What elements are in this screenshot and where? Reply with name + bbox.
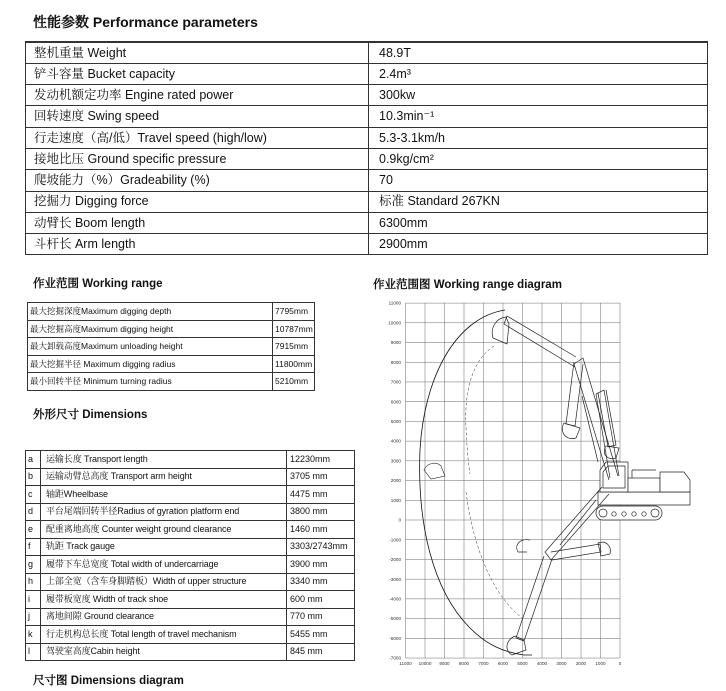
cab xyxy=(600,462,628,492)
y-tick-label: 1000 xyxy=(390,497,401,503)
upper-platform xyxy=(598,492,690,505)
y-tick-label: -3000 xyxy=(389,576,401,582)
x-tick-label: 5000 xyxy=(517,661,528,667)
track-roller xyxy=(642,512,646,516)
working-range-value: 7795mm xyxy=(273,303,315,321)
dimensions-title: 外形尺寸 Dimensions xyxy=(33,409,148,421)
performance-row xyxy=(26,106,708,127)
performance-row xyxy=(26,148,708,169)
dimension-row xyxy=(26,486,355,504)
dimension-key: b xyxy=(26,468,41,486)
parameter-label: 发动机额定功率 Engine rated power xyxy=(26,85,369,106)
working-range-label: 最大挖掘高度Maximum digging height xyxy=(28,320,273,338)
working-range-title: 作业范围 Working range xyxy=(33,278,163,290)
boom-cylinder xyxy=(582,396,598,462)
dimension-value: 600 mm xyxy=(287,591,355,609)
x-tick-label: 4000 xyxy=(536,661,548,667)
x-tick-label: 0 xyxy=(618,661,622,667)
boom-cylinder xyxy=(560,500,596,545)
bucket xyxy=(604,446,619,459)
dimension-row xyxy=(26,626,355,644)
parameter-value: 48.9T xyxy=(369,42,708,63)
y-tick-label: -4000 xyxy=(389,596,401,602)
dimension-row xyxy=(26,591,355,609)
y-tick-label: -5000 xyxy=(389,616,401,622)
working-range-label: 最大卸载高度Maximum unloading height xyxy=(28,338,273,356)
y-tick-label: 4000 xyxy=(390,438,401,444)
y-tick-label: 5000 xyxy=(390,419,401,424)
x-tick-label: 6000 xyxy=(497,661,509,667)
working-range-label: 最小回转半径 Minimum turning radius xyxy=(28,373,273,391)
parameter-value: 2.4m³ xyxy=(369,63,708,84)
dimension-key: k xyxy=(26,626,41,644)
x-axis-ticks xyxy=(399,661,621,666)
dimension-key: h xyxy=(26,573,41,591)
boom-arm-position-folded xyxy=(517,540,611,560)
y-tick-label: 3000 xyxy=(390,458,401,464)
performance-row xyxy=(26,85,708,106)
performance-row xyxy=(26,191,708,212)
dimension-label: 配重离地高度 Counter weight ground clearance xyxy=(41,521,287,539)
performance-table-body xyxy=(26,42,708,255)
working-range-value: 5210mm xyxy=(273,373,315,391)
dimension-key: i xyxy=(26,591,41,609)
x-tick-label: 10000 xyxy=(418,661,432,667)
arm xyxy=(551,544,601,560)
dimension-row xyxy=(26,573,355,591)
dimension-row xyxy=(26,538,355,556)
dimension-label: 轴距Wheelbase xyxy=(41,486,287,504)
y-tick-label: 10000 xyxy=(388,320,401,326)
diagram-canvas xyxy=(388,301,690,666)
dimension-label: 运输长度 Transport length xyxy=(41,451,287,469)
x-tick-label: 8000 xyxy=(458,661,470,667)
dimension-value: 3800 mm xyxy=(287,503,355,521)
dimension-label: 履带下车总宽度 Total width of undercarriage xyxy=(41,556,287,574)
working-range-table xyxy=(27,302,315,391)
dimension-value: 3705 mm xyxy=(287,468,355,486)
x-tick-label: 1000 xyxy=(595,661,606,667)
x-tick-label: 7000 xyxy=(478,661,489,667)
dimension-value: 770 mm xyxy=(287,608,355,626)
parameter-value: 6300mm xyxy=(369,212,708,233)
working-range-diagram-title: 作业范围图 Working range diagram xyxy=(373,279,562,291)
dimension-value: 4475 mm xyxy=(287,486,355,504)
bucket xyxy=(492,317,509,344)
dimension-label: 运输动臂总高度 Transport arm height xyxy=(41,468,287,486)
bucket xyxy=(562,423,580,439)
dimension-label: 上部全宽（含车身脚踏板）Width of upper structure xyxy=(41,573,287,591)
performance-row xyxy=(26,42,708,63)
excavator-body xyxy=(596,462,690,520)
parameter-value: 2900mm xyxy=(369,234,708,255)
engine-hood xyxy=(628,478,660,492)
dimension-row xyxy=(26,503,355,521)
dimension-key: d xyxy=(26,503,41,521)
dimension-key: a xyxy=(26,451,41,469)
dimension-value: 5455 mm xyxy=(287,626,355,644)
performance-row xyxy=(26,127,708,148)
performance-row xyxy=(26,63,708,84)
working-range-row xyxy=(28,338,315,356)
dimension-key: l xyxy=(26,643,41,661)
performance-row xyxy=(26,212,708,233)
left-bucket-outline xyxy=(424,463,445,479)
dimensions-table-body xyxy=(26,451,355,661)
working-range-row xyxy=(28,373,315,391)
track-roller xyxy=(622,512,626,516)
working-range-envelope xyxy=(420,310,532,655)
dimension-key: g xyxy=(26,556,41,574)
x-tick-label: 3000 xyxy=(556,661,567,667)
parameter-value: 300kw xyxy=(369,85,708,106)
parameter-value: 5.3-3.1km/h xyxy=(369,127,708,148)
parameter-label: 爬坡能力（%）Gradeability (%) xyxy=(26,170,369,191)
counterweight xyxy=(660,472,690,492)
dimension-label: 驾驶室高度Cabin height xyxy=(41,643,287,661)
y-tick-label: 7000 xyxy=(390,379,401,385)
y-tick-label: 2000 xyxy=(390,478,401,484)
dimension-label: 轨距 Track gauge xyxy=(41,538,287,556)
dimension-label: 离地间隙 Ground clearance xyxy=(41,608,287,626)
working-range-diagram xyxy=(370,292,700,672)
dimension-value: 3303/2743mm xyxy=(287,538,355,556)
working-range-row xyxy=(28,320,315,338)
y-tick-label: 6000 xyxy=(390,399,401,405)
dimension-row xyxy=(26,608,355,626)
dimension-row xyxy=(26,643,355,661)
boom-arm-position-curled xyxy=(562,362,583,439)
working-range-value: 7915mm xyxy=(273,338,315,356)
x-tick-label: 11000 xyxy=(399,661,412,667)
dimensions-diagram-title: 尺寸图 Dimensions diagram xyxy=(33,675,184,687)
dimension-row xyxy=(26,521,355,539)
dimension-label: 平台尾端回转半径Radius of gyration platform end xyxy=(41,503,287,521)
dimension-value: 1460 mm xyxy=(287,521,355,539)
parameter-label: 斗杆长 Arm length xyxy=(26,234,369,255)
dimension-key: e xyxy=(26,521,41,539)
arm xyxy=(566,362,583,426)
parameter-value: 0.9kg/cm² xyxy=(369,148,708,169)
track-roller xyxy=(599,509,607,517)
dimension-label: 履带板宽度 Width of track shoe xyxy=(41,591,287,609)
y-axis-ticks xyxy=(388,301,401,661)
working-range-table-body xyxy=(28,303,315,391)
parameter-value: 标准 Standard 267KN xyxy=(369,191,708,212)
dimension-key: j xyxy=(26,608,41,626)
arm xyxy=(516,556,552,641)
dimension-value: 845 mm xyxy=(287,643,355,661)
parameter-label: 行走速度（高/低）Travel speed (high/low) xyxy=(26,127,369,148)
performance-table xyxy=(25,41,708,255)
y-tick-label: 9000 xyxy=(390,340,401,346)
working-range-value: 11800mm xyxy=(273,355,315,373)
dimension-label: 行走机构总长度 Total length of travel mechanism xyxy=(41,626,287,644)
working-range-row xyxy=(28,303,315,321)
dimension-key: c xyxy=(26,486,41,504)
x-tick-label: 9000 xyxy=(439,661,450,667)
arm xyxy=(504,316,576,367)
parameter-value: 70 xyxy=(369,170,708,191)
working-range-label: 最大挖掘深度Maximum digging depth xyxy=(28,303,273,321)
dimensions-table xyxy=(25,450,355,661)
parameter-label: 整机重量 Weight xyxy=(26,42,369,63)
y-tick-label: 11000 xyxy=(388,300,401,306)
parameter-value: 10.3min⁻¹ xyxy=(369,106,708,127)
parameter-label: 铲斗容量 Bucket capacity xyxy=(26,63,369,84)
working-range-row xyxy=(28,355,315,373)
y-tick-label: -6000 xyxy=(389,635,401,641)
y-tick-label: -7000 xyxy=(389,655,401,661)
dimension-key: f xyxy=(26,538,41,556)
parameter-label: 动臂长 Boom length xyxy=(26,212,369,233)
parameter-label: 回转速度 Swing speed xyxy=(26,106,369,127)
performance-title: 性能参数 Performance parameters xyxy=(33,14,258,30)
working-range-label: 最大挖掘半径 Maximum digging radius xyxy=(28,355,273,373)
performance-row xyxy=(26,234,708,255)
track-roller xyxy=(632,512,636,516)
performance-row xyxy=(26,170,708,191)
parameter-label: 接地比压 Ground specific pressure xyxy=(26,148,369,169)
dimension-value: 3340 mm xyxy=(287,573,355,591)
parameter-label: 挖掘力 Digging force xyxy=(26,191,369,212)
unloading-height-arc xyxy=(466,346,494,474)
dimension-value: 3900 mm xyxy=(287,556,355,574)
y-tick-label: -2000 xyxy=(389,557,401,563)
dimension-value: 12230mm xyxy=(287,451,355,469)
diagram-grid xyxy=(406,303,621,658)
dimension-row xyxy=(26,556,355,574)
dimension-row xyxy=(26,451,355,469)
y-tick-label: 8000 xyxy=(390,359,401,365)
track-roller xyxy=(651,509,659,517)
working-range-value: 10787mm xyxy=(273,320,315,338)
x-tick-label: 2000 xyxy=(575,661,587,667)
track-roller xyxy=(612,512,616,516)
y-tick-label: 0 xyxy=(398,517,401,523)
dimension-row xyxy=(26,468,355,486)
y-tick-label: -1000 xyxy=(389,537,401,543)
bucket xyxy=(517,540,530,552)
